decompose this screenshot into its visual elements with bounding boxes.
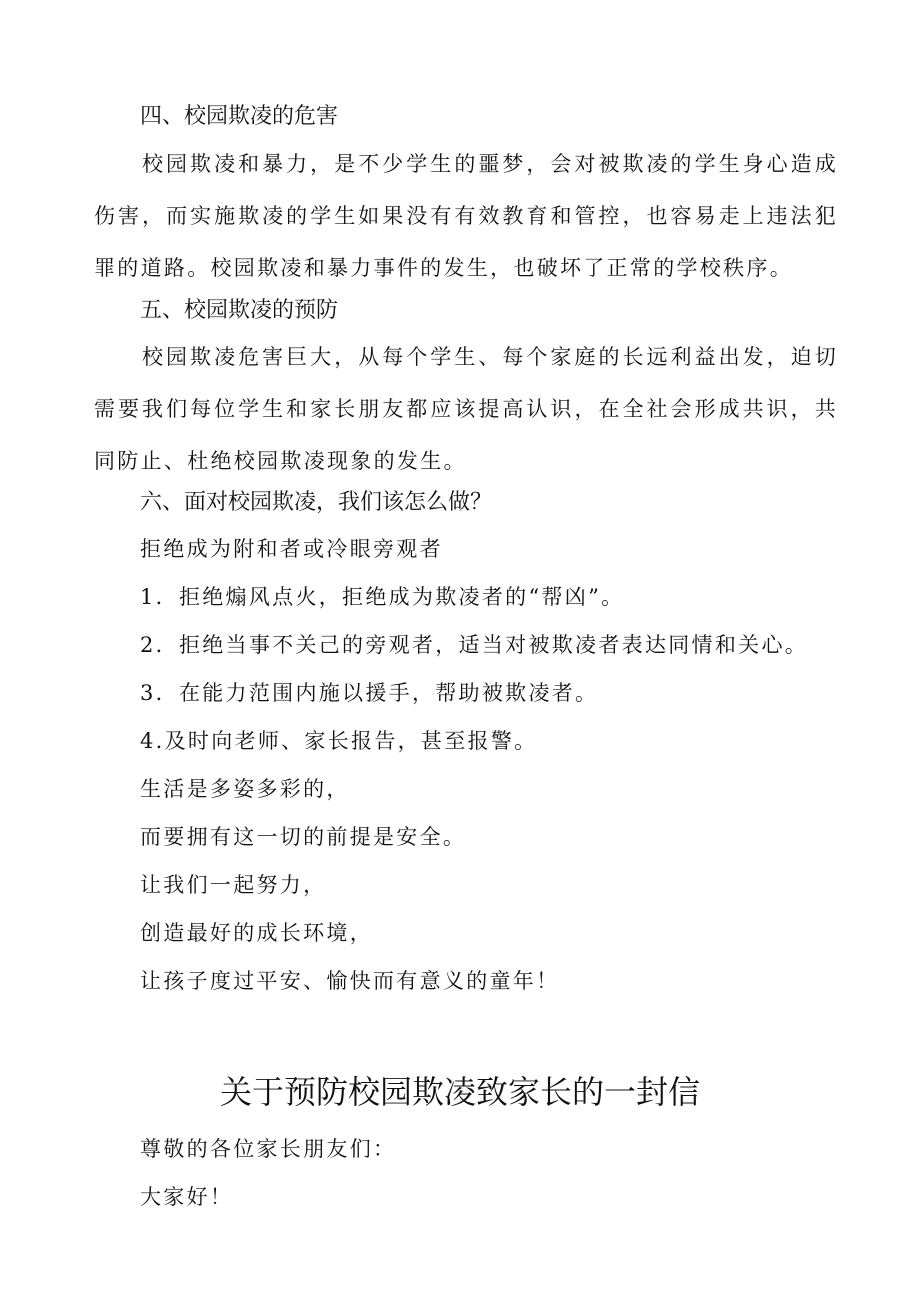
section-paragraph-harm: 校园欺凌和暴力，是不少学生的噩梦，会对被欺凌的学生身心造成伤害，而实施欺凌的学生如果没有有效教育和管控，也容易走上违法犯罪的道路。校园欺凌和暴力事件的发生，也破坏了正常的学校秩序。	[94, 152, 838, 280]
section-heading-harm: 四、校园欺凌的危害	[140, 104, 339, 129]
letter-greeting: 大家好！	[140, 1185, 234, 1209]
closing-line: 创造最好的成长环境，	[140, 921, 373, 945]
closing-line: 让我们一起努力，	[140, 873, 327, 897]
list-item: 3．在能力范围内施以援手，帮助被欺凌者。	[140, 681, 599, 705]
closing-line: 生活是多姿多彩的，	[140, 777, 350, 801]
letter-title: 关于预防校园欺凌致家长的一封信	[219, 1073, 700, 1111]
list-item: 2．拒绝当事不关己的旁观者，适当对被欺凌者表达同情和关心。	[140, 633, 809, 657]
list-item: 1．拒绝煽风点火，拒绝成为欺凌者的“帮凶”。	[140, 585, 625, 609]
section-paragraph-prevention: 校园欺凌危害巨大，从每个学生、每个家庭的长远利益出发，迫切需要我们每位学生和家长朋友都应该提高认识，在全社会形成共识，共同防止、杜绝校园欺凌现象的发生。	[94, 345, 838, 473]
section-heading-prevention: 五、校园欺凌的预防	[140, 298, 339, 323]
letter-salutation: 尊敬的各位家长朋友们：	[140, 1137, 397, 1161]
closing-line: 而要拥有这一切的前提是安全。	[140, 825, 467, 849]
list-item: 4.及时向老师、家长报告，甚至报警。	[140, 729, 538, 753]
list-item: 拒绝成为附和者或冷眼旁观者	[140, 537, 443, 561]
closing-line: 让孩子度过平安、愉快而有意义的童年！	[140, 969, 560, 993]
section-heading-response: 六、面对校园欺凌，我们该怎么做？	[140, 490, 493, 515]
